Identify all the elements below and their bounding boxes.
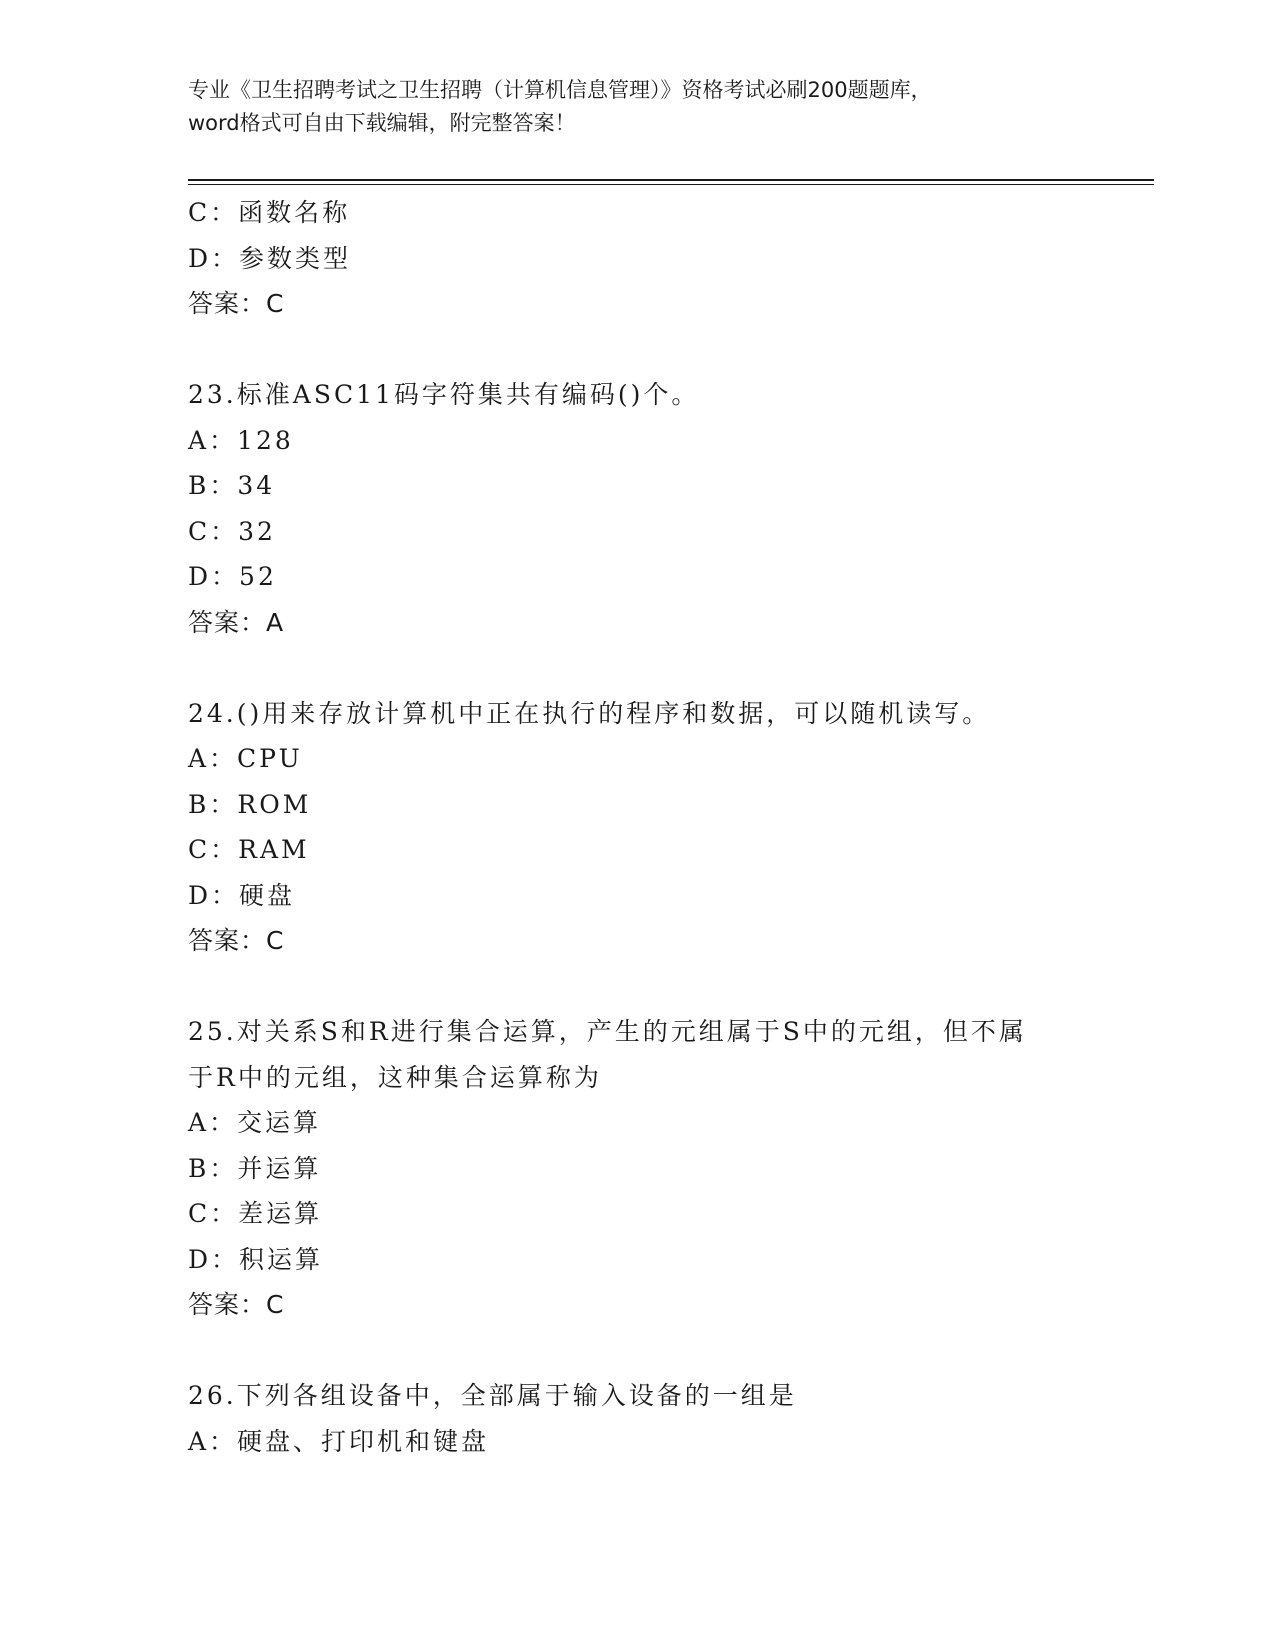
option-c: C：RAM bbox=[188, 835, 310, 864]
document-header bbox=[188, 74, 1088, 140]
option-d: D：参数类型 bbox=[188, 243, 352, 273]
option-d: D：积运算 bbox=[188, 1244, 324, 1274]
option-a: A：CPU bbox=[188, 744, 303, 773]
question-stem: 26.下列各组设备中，全部属于输入设备的一组是 bbox=[188, 1381, 797, 1410]
question-stem-line-2: 于R中的元组，这种集合运算称为 bbox=[188, 1062, 602, 1092]
answer: 答案：C bbox=[188, 926, 285, 955]
header-line-2: word格式可自由下载编辑，附完整答案！ bbox=[188, 111, 576, 135]
option-b: B：34 bbox=[188, 471, 276, 500]
spacer bbox=[188, 964, 1088, 1010]
option-a: A：交运算 bbox=[188, 1108, 322, 1137]
question-stem: 23.标准ASC11码字符集共有编码()个。 bbox=[188, 380, 700, 409]
option-c: C：差运算 bbox=[188, 1199, 323, 1228]
header-rule-thin bbox=[188, 184, 1154, 185]
question-24 bbox=[188, 691, 1088, 964]
option-d: D：52 bbox=[188, 562, 277, 591]
question-26 bbox=[188, 1373, 1088, 1464]
question-25 bbox=[188, 1009, 1088, 1328]
answer: 答案：A bbox=[188, 607, 285, 637]
spacer bbox=[188, 645, 1088, 691]
option-b: B：ROM bbox=[188, 789, 312, 819]
spacer bbox=[188, 327, 1088, 373]
answer: 答案：C bbox=[188, 1290, 285, 1319]
option-c: C：函数名称 bbox=[188, 198, 351, 227]
question-22-partial bbox=[188, 190, 1088, 327]
answer: 答案：C bbox=[188, 289, 285, 318]
option-c: C：32 bbox=[188, 516, 276, 546]
option-a: A：128 bbox=[188, 425, 294, 455]
header-rule-thick bbox=[188, 179, 1154, 181]
spacer bbox=[188, 1328, 1088, 1374]
question-stem: 24.()用来存放计算机中正在执行的程序和数据，可以随机读写。 bbox=[188, 698, 991, 728]
option-a: A：硬盘、打印机和键盘 bbox=[188, 1426, 490, 1456]
option-b: B：并运算 bbox=[188, 1153, 322, 1183]
question-stem-line-1: 25.对关系S和R进行集合运算，产生的元组属于S中的元组，但不属 bbox=[188, 1017, 1027, 1046]
option-d: D：硬盘 bbox=[188, 880, 296, 910]
question-list bbox=[188, 190, 1088, 1464]
question-23 bbox=[188, 372, 1088, 645]
header-line-1: 专业《卫生招聘考试之卫生招聘（计算机信息管理）》资格考试必刷200题题库， bbox=[188, 78, 932, 102]
